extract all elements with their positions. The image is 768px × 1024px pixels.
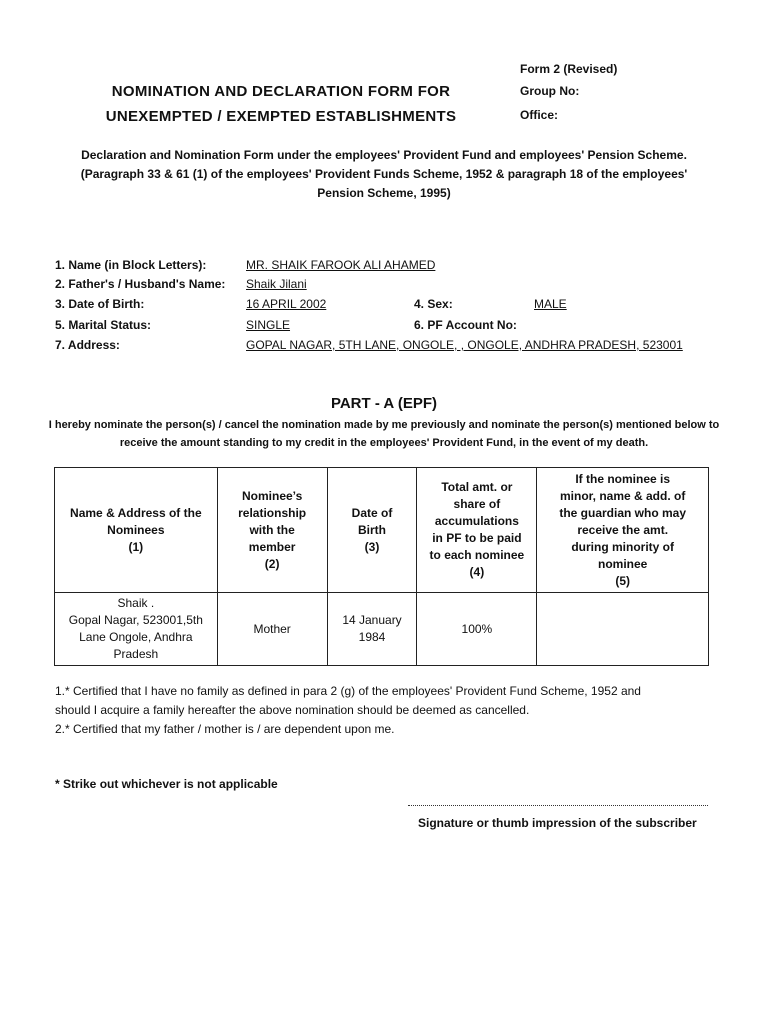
header-guardian: If the nominee is minor, name & add. of the guardian who may receive the amt. during minority of nominee (5) <box>537 468 709 593</box>
form-number: Form 2 (Revised) <box>520 62 618 76</box>
marital-status-label: 5. Marital Status: <box>55 318 152 332</box>
nominee-dob: 14 January 1984 <box>327 593 417 666</box>
signature-caption: Signature or thumb impression of the subscriber <box>418 816 697 830</box>
header-share: Total amt. or share of accumulations in PF to be paid to each nominee (4) <box>417 468 537 593</box>
signature-line <box>408 797 708 806</box>
subtitle-line1: Declaration and Nomination Form under the employees' Provident Fund and employees' Pension Scheme. <box>81 148 687 162</box>
form-subtitle <box>40 146 728 203</box>
table-row <box>55 593 709 666</box>
intro-line1: I hereby nominate the person(s) / cancel the nomination made by me previously and nominate the person(s) mentioned below to <box>48 419 720 431</box>
dob-value: 16 APRIL 2002 <box>246 297 327 311</box>
header-date-of-birth: Date of Birth (3) <box>327 468 417 593</box>
part-a-title: PART - A (EPF) <box>330 395 438 412</box>
sex-value: MALE <box>534 297 567 311</box>
address-label: 7. Address: <box>55 338 120 352</box>
nominee-name-address: Shaik . Gopal Nagar, 523001,5th Lane Ongole, Andhra Pradesh <box>55 593 218 666</box>
form-title-line2: UNEXEMPTED / EXEMPTED ESTABLISHMENTS <box>105 108 457 125</box>
nominee-guardian <box>537 593 709 666</box>
nominee-share: 100% <box>417 593 537 666</box>
group-no-label: Group No: <box>520 84 580 98</box>
subtitle-line2: (Paragraph 33 & 61 (1) of the employees' Provident Funds Scheme, 1952 & paragraph 18 of the employees' <box>80 167 688 181</box>
form-title-line1: NOMINATION AND DECLARATION FORM FOR <box>111 83 451 100</box>
nominee-relationship: Mother <box>217 593 327 666</box>
header-name-address: Name & Address of the Nominees (1) <box>55 468 218 593</box>
subtitle-line3: Pension Scheme, 1995) <box>317 186 451 200</box>
name-value: MR. SHAIK FAROOK ALI AHAMED <box>246 258 436 272</box>
certification-1-line1: 1.* Certified that I have no family as defined in para 2 (g) of the employees' Provident Fund Scheme, 1952 and <box>55 684 641 698</box>
dob-label: 3. Date of Birth: <box>55 297 145 311</box>
father-name-value: Shaik Jilani <box>246 277 307 291</box>
certification-2: 2.* Certified that my father / mother is / are dependent upon me. <box>55 722 395 736</box>
certifications <box>55 682 725 739</box>
header-relationship: Nominee’s relationship with the member (2) <box>217 468 327 593</box>
table-header-row <box>55 468 709 593</box>
part-a-intro <box>40 416 728 452</box>
office-label: Office: <box>520 108 559 122</box>
pf-account-label: 6. PF Account No: <box>414 318 517 332</box>
marital-status-value: SINGLE <box>246 318 291 332</box>
name-label: 1. Name (in Block Letters): <box>55 258 207 272</box>
father-name-label: 2. Father's / Husband's Name: <box>55 277 226 291</box>
nominee-table <box>54 467 709 666</box>
intro-line2: receive the amount standing to my credit in the employees' Provident Fund, in the event of my death. <box>119 437 649 449</box>
strike-out-note: * Strike out whichever is not applicable <box>55 777 278 791</box>
address-value: GOPAL NAGAR, 5TH LANE, ONGOLE, , ONGOLE, ANDHRA PRADESH, 523001 <box>246 338 683 352</box>
certification-1-line2: should I acquire a family hereafter the above nomination should be deemed as cancelled. <box>55 703 530 717</box>
sex-label: 4. Sex: <box>414 297 453 311</box>
